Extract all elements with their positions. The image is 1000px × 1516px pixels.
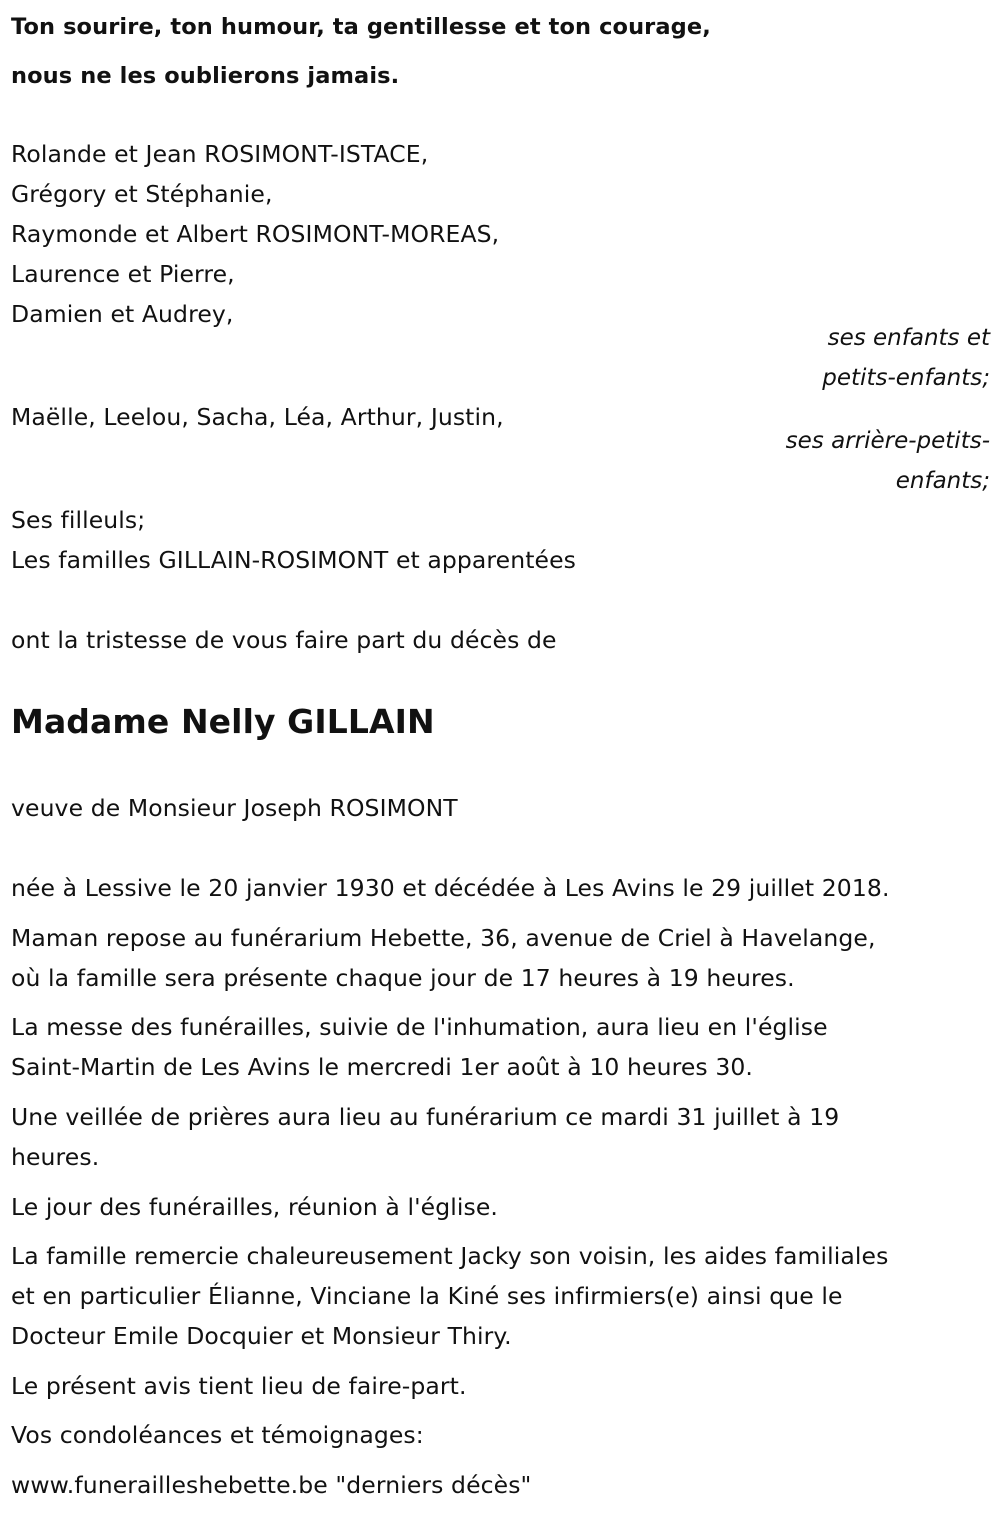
vigil-line-1: Une veillée de prières aura lieu au funérarium ce mardi 31 juillet à 19 bbox=[11, 1103, 840, 1131]
deceased-name: Madame Nelly GILLAIN bbox=[11, 702, 435, 741]
great-grandchildren-role-line-1: ses arrière-petits- bbox=[785, 428, 990, 454]
repose-line-1: Maman repose au funérarium Hebette, 36, avenue de Criel à Havelange, bbox=[11, 924, 876, 952]
thanks-line-2: et en particulier Élianne, Vinciane la Kiné ses infirmiers(e) ainsi que le bbox=[11, 1282, 843, 1310]
related-families: Les familles GILLAIN-ROSIMONT et apparentées bbox=[11, 546, 577, 574]
birth-death-line: née à Lessive le 20 janvier 1930 et décédée à Les Avins le 29 juillet 2018. bbox=[11, 874, 890, 902]
family-line: Grégory et Stéphanie, bbox=[11, 180, 273, 208]
family-line: Raymonde et Albert ROSIMONT-MOREAS, bbox=[11, 220, 500, 248]
thanks-line-3: Docteur Emile Docquier et Monsieur Thiry. bbox=[11, 1322, 512, 1350]
godchildren: Ses filleuls; bbox=[11, 506, 146, 534]
condolences-line: Vos condoléances et témoignages: bbox=[11, 1421, 424, 1449]
widow-of: veuve de Monsieur Joseph ROSIMONT bbox=[11, 794, 458, 822]
website-line: www.funerailleshebette.be "derniers décès" bbox=[11, 1471, 532, 1499]
children-role-line-2: petits-enfants; bbox=[822, 365, 990, 391]
great-grandchildren-role-line-2: enfants; bbox=[895, 468, 990, 494]
family-line: Rolande et Jean ROSIMONT-ISTACE, bbox=[11, 140, 429, 168]
meeting-line: Le jour des funérailles, réunion à l'église. bbox=[11, 1193, 498, 1221]
announcement: ont la tristesse de vous faire part du décès de bbox=[11, 626, 557, 654]
notice-line: Le présent avis tient lieu de faire-part. bbox=[11, 1372, 467, 1400]
mass-line-1: La messe des funérailles, suivie de l'inhumation, aura lieu en l'église bbox=[11, 1013, 828, 1041]
repose-line-2: où la famille sera présente chaque jour de 17 heures à 19 heures. bbox=[11, 964, 795, 992]
thanks-line-1: La famille remercie chaleureusement Jacky son voisin, les aides familiales bbox=[11, 1242, 889, 1270]
family-line: Laurence et Pierre, bbox=[11, 260, 235, 288]
quote-line-2: nous ne les oublierons jamais. bbox=[11, 63, 400, 89]
mass-line-2: Saint-Martin de Les Avins le mercredi 1er août à 10 heures 30. bbox=[11, 1053, 753, 1081]
quote-line-1: Ton sourire, ton humour, ta gentillesse et ton courage, bbox=[11, 14, 711, 40]
great-grandchildren: Maëlle, Leelou, Sacha, Léa, Arthur, Justin, bbox=[11, 403, 504, 431]
children-role-line-1: ses enfants et bbox=[827, 325, 990, 351]
vigil-line-2: heures. bbox=[11, 1143, 100, 1171]
family-line: Damien et Audrey, bbox=[11, 300, 234, 328]
